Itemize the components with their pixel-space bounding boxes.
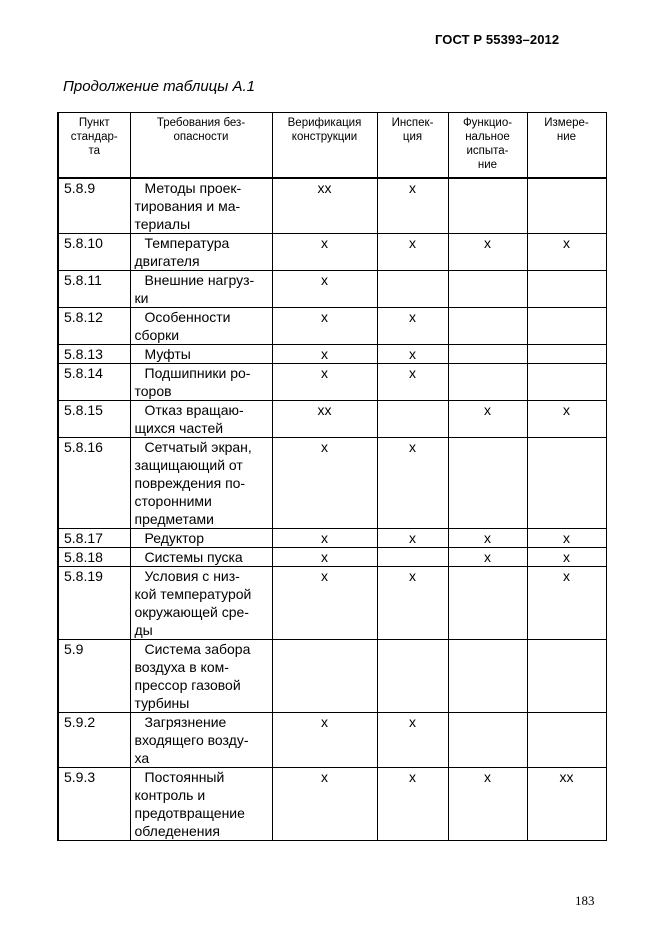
clause-cell: 5.8.15 bbox=[58, 401, 130, 438]
functional-test-cell bbox=[448, 308, 527, 345]
clause-cell: 5.8.16 bbox=[58, 438, 130, 529]
table-row bbox=[58, 345, 606, 364]
clause-cell: 5.8.9 bbox=[58, 178, 130, 234]
requirement-cell: Методы проек- тирования и ма- териалы bbox=[130, 178, 272, 234]
design-verification-cell bbox=[272, 640, 377, 713]
measurement-cell: х bbox=[527, 529, 606, 548]
inspection-cell bbox=[377, 548, 448, 567]
requirement-cell: Условия с низ- кой температурой окружающей сре- ды bbox=[130, 567, 272, 640]
design-verification-cell: хх bbox=[272, 401, 377, 438]
functional-test-cell bbox=[448, 178, 527, 234]
clause-cell: 5.8.10 bbox=[58, 234, 130, 271]
requirement-cell: Система забора воздуха в ком- прессор газовой турбины bbox=[130, 640, 272, 713]
col-functional-test-header: Функцио- нальное испыта- ние bbox=[448, 113, 527, 179]
clause-cell: 5.9.3 bbox=[58, 768, 130, 841]
functional-test-cell: х bbox=[448, 529, 527, 548]
inspection-cell: х bbox=[377, 364, 448, 401]
design-verification-cell: х bbox=[272, 768, 377, 841]
functional-test-cell bbox=[448, 438, 527, 529]
measurement-cell: х bbox=[527, 401, 606, 438]
measurement-cell bbox=[527, 345, 606, 364]
table-row bbox=[58, 713, 606, 768]
table-row bbox=[58, 529, 606, 548]
functional-test-cell: х bbox=[448, 768, 527, 841]
table-body bbox=[58, 178, 606, 841]
table-caption: Продолжение таблицы А.1 bbox=[63, 78, 255, 95]
table-row bbox=[58, 768, 606, 841]
design-verification-cell: х bbox=[272, 713, 377, 768]
measurement-cell bbox=[527, 713, 606, 768]
table-row bbox=[58, 308, 606, 345]
clause-cell: 5.8.18 bbox=[58, 548, 130, 567]
measurement-cell bbox=[527, 438, 606, 529]
measurement-cell: х bbox=[527, 567, 606, 640]
functional-test-cell bbox=[448, 567, 527, 640]
table-header-row bbox=[58, 113, 606, 179]
requirements-table bbox=[57, 112, 607, 841]
table-row bbox=[58, 640, 606, 713]
inspection-cell: х bbox=[377, 308, 448, 345]
measurement-cell bbox=[527, 364, 606, 401]
design-verification-cell: х bbox=[272, 567, 377, 640]
functional-test-cell bbox=[448, 713, 527, 768]
functional-test-cell: х bbox=[448, 401, 527, 438]
functional-test-cell bbox=[448, 640, 527, 713]
design-verification-cell: х bbox=[272, 308, 377, 345]
col-design-verification-header: Верификация конструкции bbox=[272, 113, 377, 179]
measurement-cell bbox=[527, 640, 606, 713]
requirement-cell: Особенности сборки bbox=[130, 308, 272, 345]
table-row bbox=[58, 401, 606, 438]
table-row bbox=[58, 178, 606, 234]
inspection-cell: х bbox=[377, 345, 448, 364]
clause-cell: 5.9 bbox=[58, 640, 130, 713]
table-row bbox=[58, 364, 606, 401]
col-inspection-header: Инспек- ция bbox=[377, 113, 448, 179]
measurement-cell: х bbox=[527, 234, 606, 271]
functional-test-cell bbox=[448, 271, 527, 308]
inspection-cell: х bbox=[377, 567, 448, 640]
clause-cell: 5.9.2 bbox=[58, 713, 130, 768]
col-requirement-header: Требования без- опасности bbox=[130, 113, 272, 179]
design-verification-cell: хх bbox=[272, 178, 377, 234]
design-verification-cell: х bbox=[272, 345, 377, 364]
measurement-cell bbox=[527, 308, 606, 345]
standard-number: ГОСТ Р 55393–2012 bbox=[435, 32, 560, 47]
inspection-cell bbox=[377, 640, 448, 713]
page-number: 183 bbox=[575, 893, 595, 908]
requirement-cell: Загрязнение входящего возду- ха bbox=[130, 713, 272, 768]
inspection-cell: х bbox=[377, 438, 448, 529]
design-verification-cell: х bbox=[272, 438, 377, 529]
clause-cell: 5.8.12 bbox=[58, 308, 130, 345]
design-verification-cell: х bbox=[272, 271, 377, 308]
measurement-cell bbox=[527, 271, 606, 308]
table-row bbox=[58, 567, 606, 640]
functional-test-cell: х bbox=[448, 234, 527, 271]
clause-cell: 5.8.17 bbox=[58, 529, 130, 548]
inspection-cell: х bbox=[377, 713, 448, 768]
design-verification-cell: х bbox=[272, 364, 377, 401]
requirement-cell: Системы пуска bbox=[130, 548, 272, 567]
inspection-cell: х bbox=[377, 234, 448, 271]
design-verification-cell: х bbox=[272, 529, 377, 548]
requirement-cell: Отказ вращаю- щихся частей bbox=[130, 401, 272, 438]
requirement-cell: Подшипники ро- торов bbox=[130, 364, 272, 401]
col-clause-header: Пункт стандар- та bbox=[58, 113, 130, 179]
clause-cell: 5.8.13 bbox=[58, 345, 130, 364]
design-verification-cell: х bbox=[272, 234, 377, 271]
design-verification-cell: х bbox=[272, 548, 377, 567]
measurement-cell: хх bbox=[527, 768, 606, 841]
functional-test-cell bbox=[448, 364, 527, 401]
table-row bbox=[58, 548, 606, 567]
requirement-cell: Температура двигателя bbox=[130, 234, 272, 271]
inspection-cell: х bbox=[377, 529, 448, 548]
requirement-cell: Сетчатый экран, защищающий от повреждения по- сторонними предметами bbox=[130, 438, 272, 529]
table-row bbox=[58, 234, 606, 271]
table-row bbox=[58, 271, 606, 308]
inspection-cell bbox=[377, 271, 448, 308]
inspection-cell: х bbox=[377, 178, 448, 234]
measurement-cell: х bbox=[527, 548, 606, 567]
clause-cell: 5.8.11 bbox=[58, 271, 130, 308]
requirement-cell: Муфты bbox=[130, 345, 272, 364]
col-measurement-header: Измере- ние bbox=[527, 113, 606, 179]
functional-test-cell: х bbox=[448, 548, 527, 567]
table-row bbox=[58, 438, 606, 529]
clause-cell: 5.8.14 bbox=[58, 364, 130, 401]
requirement-cell: Постоянный контроль и предотвращение обледенения bbox=[130, 768, 272, 841]
clause-cell: 5.8.19 bbox=[58, 567, 130, 640]
functional-test-cell bbox=[448, 345, 527, 364]
inspection-cell: х bbox=[377, 768, 448, 841]
requirement-cell: Редуктор bbox=[130, 529, 272, 548]
inspection-cell bbox=[377, 401, 448, 438]
requirement-cell: Внешние нагруз- ки bbox=[130, 271, 272, 308]
measurement-cell bbox=[527, 178, 606, 234]
